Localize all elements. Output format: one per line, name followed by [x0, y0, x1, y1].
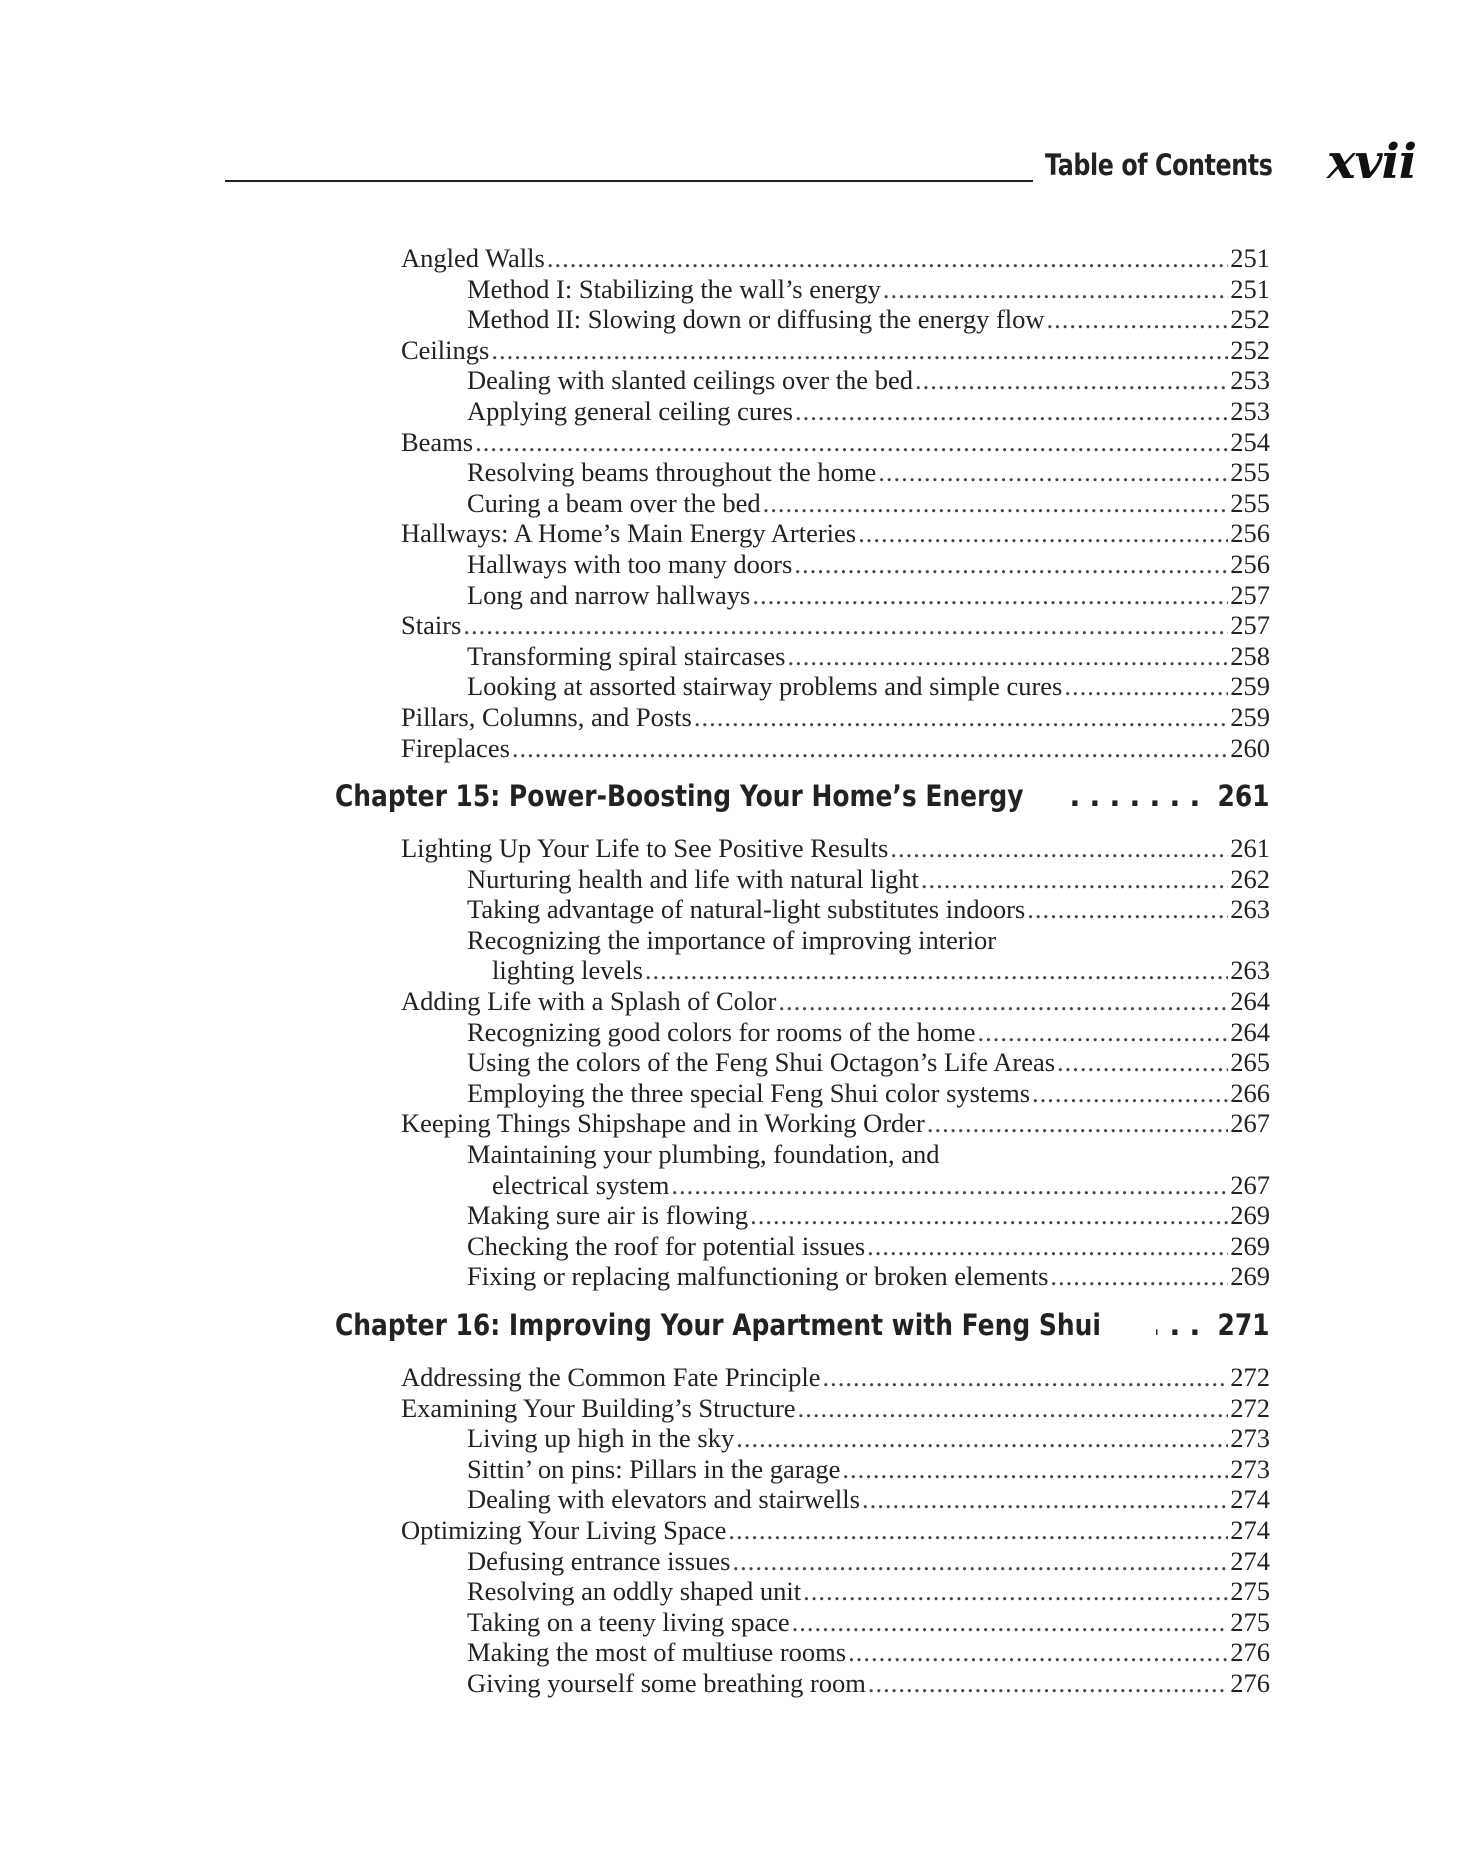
running-title: Table of Contents — [1045, 148, 1273, 182]
toc-entry-title: Making the most of multiuse rooms — [467, 1637, 847, 1668]
toc-entry-title: Giving yourself some breathing room — [467, 1667, 866, 1698]
dot-leader — [475, 427, 1228, 458]
toc-page-number: 253 — [1230, 365, 1270, 396]
dot-leader — [778, 986, 1228, 1017]
dot-leader — [736, 1423, 1228, 1454]
dot-leader — [752, 580, 1228, 611]
dot-leader — [795, 396, 1228, 427]
page-number: xvii — [1327, 134, 1416, 190]
dot-leader — [798, 1393, 1229, 1424]
toc-entry — [335, 1078, 1270, 1109]
toc-entry-title: Keeping Things Shipshape and in Working Order — [401, 1108, 925, 1139]
dot-leader — [1064, 671, 1228, 702]
dot-leader — [915, 365, 1228, 396]
header-rule — [225, 180, 1033, 182]
toc-entry — [335, 1546, 1270, 1577]
toc-page-number: 253 — [1230, 395, 1270, 426]
toc-entry-title: Using the colors of the Feng Shui Octagon’s Life Areas — [467, 1047, 1056, 1078]
toc-page-number: 260 — [1230, 732, 1270, 763]
toc-entry-title: Resolving an oddly shaped unit — [467, 1576, 802, 1607]
page-header — [225, 134, 1425, 200]
toc-entry-title: Long and narrow hallways — [467, 579, 751, 610]
toc-entry — [335, 1362, 1270, 1393]
toc-entry — [335, 1515, 1270, 1546]
dot-leader — [794, 549, 1228, 580]
toc-page-number: 266 — [1230, 1077, 1270, 1108]
toc-entry-title: Ceilings — [401, 334, 490, 365]
toc-entry-title: Fixing or replacing malfunctioning or broken elements — [467, 1261, 1049, 1292]
toc-entry — [335, 457, 1270, 488]
toc-entry-title: lighting levels — [492, 955, 643, 986]
toc-page-number: 259 — [1230, 671, 1270, 702]
dot-leader — [671, 1170, 1228, 1201]
toc-entry — [335, 1170, 1270, 1201]
toc-entry-title: Fireplaces — [401, 732, 510, 763]
dot-leader — [1027, 894, 1228, 925]
toc-page-number: 273 — [1230, 1423, 1270, 1454]
toc-entry — [335, 955, 1270, 986]
dot-leader — [842, 1454, 1228, 1485]
dot-leader — [978, 1017, 1229, 1048]
toc-entry — [335, 833, 1270, 864]
dot-leader — [867, 1231, 1228, 1262]
toc-page-number: 255 — [1230, 457, 1270, 488]
toc-entry-title: Looking at assorted stairway problems and simple cures — [467, 671, 1063, 702]
toc-page-number: 251 — [1230, 243, 1270, 273]
dot-leader — [1032, 1078, 1228, 1109]
toc-entry — [335, 733, 1270, 764]
toc-entry — [335, 1261, 1270, 1292]
toc-entry-title: Hallways with too many doors — [467, 548, 793, 579]
dot-leader — [512, 733, 1228, 764]
dot-leader — [878, 457, 1228, 488]
toc-entry — [335, 641, 1270, 672]
toc-entry — [335, 1017, 1270, 1048]
dot-leader — [1050, 1261, 1228, 1292]
dot-leader — [921, 864, 1228, 895]
toc-entry — [335, 864, 1270, 895]
table-of-contents — [335, 243, 1270, 1699]
toc-chapter-heading — [335, 779, 1270, 823]
toc-page-number: 259 — [1230, 701, 1270, 732]
toc-entry-title: Angled Walls — [401, 243, 545, 273]
toc-entry — [335, 1576, 1270, 1607]
toc-entry-title: Method I: Stabilizing the wall’s energy — [467, 273, 881, 304]
toc-entry — [335, 396, 1270, 427]
toc-page-number: 262 — [1230, 863, 1270, 894]
toc-entry — [335, 304, 1270, 335]
dot-leader — [463, 610, 1228, 641]
dot-leader — [763, 488, 1229, 519]
dot-leader — [848, 1637, 1228, 1668]
toc-entry-title: Chapter 15: Power-Boosting Your Home’s Energy — [335, 779, 1024, 814]
toc-entry — [335, 1139, 1270, 1170]
toc-page-number: 269 — [1230, 1200, 1270, 1231]
toc-entry-title: Living up high in the sky — [467, 1423, 735, 1454]
toc-entry-title: Examining Your Building’s Structure — [401, 1392, 796, 1423]
toc-page-number: 272 — [1230, 1362, 1270, 1392]
dot-leader — [868, 1668, 1228, 1699]
toc-entry — [335, 1423, 1270, 1454]
dot-leader — [803, 1576, 1228, 1607]
dot-leader — [1057, 1047, 1228, 1078]
toc-entry-title: Recognizing the importance of improving interior — [467, 924, 997, 955]
dot-leader — [732, 1546, 1228, 1577]
toc-entry — [335, 610, 1270, 641]
toc-page-number: 265 — [1230, 1047, 1270, 1078]
toc-entry — [335, 671, 1270, 702]
toc-entry-title: Resolving beams throughout the home — [467, 457, 877, 488]
toc-entry-title: Taking on a teeny living space — [467, 1606, 790, 1637]
dot-leader — [1047, 304, 1229, 335]
toc-entry-title: electrical system — [492, 1169, 670, 1200]
toc-entry — [335, 1668, 1270, 1699]
dot-leader — [890, 833, 1228, 864]
toc-entry-title: Checking the roof for potential issues — [467, 1230, 866, 1261]
toc-page-number: 275 — [1230, 1606, 1270, 1637]
toc-page-number: 272 — [1230, 1392, 1270, 1423]
toc-entry-title: Adding Life with a Splash of Color — [401, 986, 777, 1017]
toc-entry — [335, 1108, 1270, 1139]
toc-entry-title: Recognizing good colors for rooms of the home — [467, 1016, 976, 1047]
toc-entry — [335, 1484, 1270, 1515]
toc-entry-title: Maintaining your plumbing, foundation, and — [467, 1139, 940, 1170]
toc-entry-title: Chapter 16: Improving Your Apartment with Feng Shui — [335, 1308, 1101, 1342]
dot-leader — [792, 1607, 1229, 1638]
toc-page-number: 254 — [1230, 426, 1270, 457]
toc-entry-title: Beams — [401, 426, 474, 457]
dot-leader — [750, 1200, 1228, 1231]
toc-page-number: 263 — [1230, 894, 1270, 925]
dot-leader — [728, 1515, 1228, 1546]
dot-leader — [862, 1484, 1228, 1515]
toc-entry-title: Dealing with slanted ceilings over the bed — [467, 365, 913, 396]
toc-page-number: 252 — [1230, 334, 1270, 365]
toc-page-number: 255 — [1230, 487, 1270, 518]
toc-entry-title: Curing a beam over the bed — [467, 487, 761, 518]
dot-leader — [823, 1362, 1229, 1393]
toc-entry — [335, 488, 1270, 519]
dot-leader — [858, 518, 1228, 549]
toc-entry — [335, 518, 1270, 549]
toc-page-number: 257 — [1230, 610, 1270, 641]
dot-leader — [694, 702, 1228, 733]
toc-entry — [335, 925, 1270, 956]
toc-entry — [335, 274, 1270, 305]
toc-entry-title: Nurturing health and life with natural light — [467, 863, 919, 894]
toc-entry — [335, 1393, 1270, 1424]
dot-leader — [1066, 779, 1210, 813]
dot-leader — [491, 335, 1228, 366]
toc-page-number: 276 — [1230, 1637, 1270, 1668]
toc-entry — [335, 894, 1270, 925]
toc-entry-title: Addressing the Common Fate Principle — [401, 1362, 821, 1392]
toc-entry — [335, 1454, 1270, 1485]
toc-entry — [335, 243, 1270, 274]
toc-page-number: 256 — [1230, 518, 1270, 549]
toc-entry-title: Pillars, Columns, and Posts — [401, 701, 692, 732]
toc-entry — [335, 549, 1270, 580]
dot-leader — [927, 1108, 1228, 1139]
toc-entry-title: Method II: Slowing down or diffusing the energy flow — [467, 304, 1045, 335]
dot-leader — [645, 955, 1228, 986]
toc-page-number: 252 — [1230, 304, 1270, 335]
toc-page-number: 274 — [1230, 1545, 1270, 1576]
toc-page-number: 269 — [1230, 1261, 1270, 1292]
toc-entry — [335, 1637, 1270, 1668]
toc-entry-title: Optimizing Your Living Space — [401, 1514, 727, 1545]
toc-entry — [335, 365, 1270, 396]
toc-page-number: 264 — [1230, 1016, 1270, 1047]
toc-entry — [335, 986, 1270, 1017]
toc-page-number: 275 — [1230, 1576, 1270, 1607]
dot-leader — [883, 274, 1228, 305]
toc-entry-title: Stairs — [401, 610, 462, 641]
toc-page-number: 261 — [1230, 833, 1270, 864]
toc-entry — [335, 1200, 1270, 1231]
toc-page-number: 258 — [1230, 640, 1270, 671]
toc-entry — [335, 1047, 1270, 1078]
toc-page-number: 274 — [1230, 1514, 1270, 1545]
toc-page-number: 256 — [1230, 548, 1270, 579]
toc-page-number: 274 — [1230, 1484, 1270, 1515]
toc-entry — [335, 427, 1270, 458]
toc-page-number: 271 — [1217, 1308, 1270, 1342]
toc-entry — [335, 1607, 1270, 1638]
dot-leader — [787, 641, 1228, 672]
toc-page-number: 261 — [1217, 779, 1270, 814]
toc-page-number: 267 — [1230, 1108, 1270, 1139]
toc-entry-title: Making sure air is flowing — [467, 1200, 749, 1231]
toc-chapter-heading — [335, 1308, 1270, 1352]
toc-entry — [335, 335, 1270, 366]
toc-entry-title: Applying general ceiling cures — [467, 395, 793, 426]
toc-entry-title: Defusing entrance issues — [467, 1545, 731, 1576]
toc-entry-title: Lighting Up Your Life to See Positive Results — [401, 833, 889, 864]
toc-page-number: 276 — [1230, 1667, 1270, 1698]
toc-entry-title: Employing the three special Feng Shui color systems — [467, 1077, 1031, 1108]
dot-leader — [547, 243, 1228, 274]
toc-page-number: 251 — [1230, 273, 1270, 304]
toc-entry-title: Hallways: A Home’s Main Energy Arteries — [401, 518, 857, 549]
toc-page-number: 269 — [1230, 1230, 1270, 1261]
toc-entry-title: Taking advantage of natural-light substitutes indoors — [467, 894, 1026, 925]
toc-page-number: 264 — [1230, 986, 1270, 1017]
toc-page-number: 273 — [1230, 1453, 1270, 1484]
toc-entry — [335, 580, 1270, 611]
toc-entry-title: Dealing with elevators and stairwells — [467, 1484, 860, 1515]
toc-page-number: 267 — [1230, 1169, 1270, 1200]
toc-entry — [335, 1231, 1270, 1262]
toc-page-number: 257 — [1230, 579, 1270, 610]
toc-entry — [335, 702, 1270, 733]
dot-leader — [1156, 1308, 1210, 1342]
toc-entry-title: Transforming spiral staircases — [467, 640, 786, 671]
toc-page-number: 263 — [1230, 955, 1270, 986]
toc-entry-title: Sittin’ on pins: Pillars in the garage — [467, 1453, 841, 1484]
